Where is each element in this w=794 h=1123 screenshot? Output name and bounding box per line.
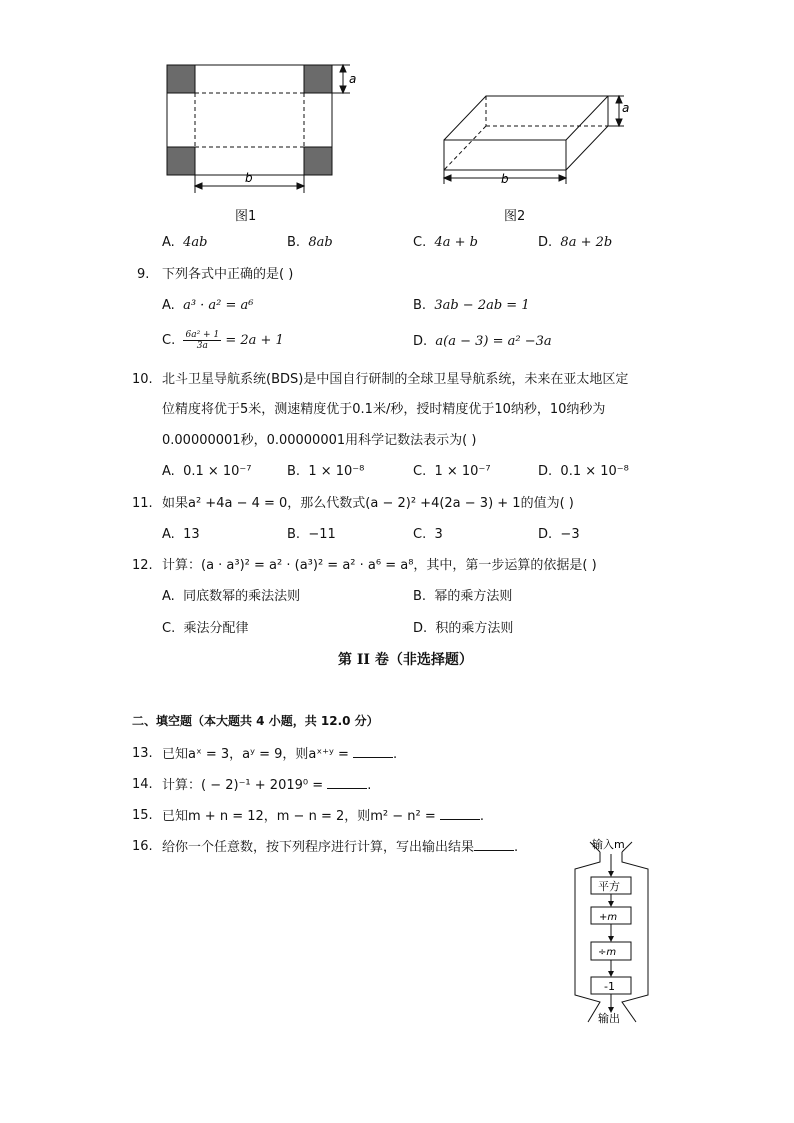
q14-answer-blank[interactable] xyxy=(327,776,367,789)
q10-line-2: 位精度将优于5米，测速精度优于0.1米/秒，授时精度优于10纳秒，10纳秒为 xyxy=(162,402,606,417)
q16: 给你一个任意数，按下列程序进行计算，写出输出结果 . xyxy=(162,840,519,855)
q8-option-c[interactable]: C. 4a + b xyxy=(413,235,478,250)
q11-option-c[interactable]: C. 3 xyxy=(413,527,443,542)
q12-option-d[interactable]: D. 积的乘方法则 xyxy=(413,621,514,636)
q15: 已知m + n = 12，m − n = 2，则m² − n² = . xyxy=(162,809,485,824)
q10-option-c[interactable]: C. 1 × 10⁻⁷ xyxy=(413,464,491,479)
flow-step-1: 平方 xyxy=(598,880,620,893)
q13: 已知aˣ = 3，aʸ = 9，则aˣ⁺ʸ = . xyxy=(162,747,398,762)
q15-answer-blank[interactable] xyxy=(440,807,480,820)
q12-number: 12. xyxy=(132,558,153,573)
q10-option-b[interactable]: B. 1 × 10⁻⁸ xyxy=(287,464,365,479)
label-b: b xyxy=(245,171,253,185)
dimension-a-arrow xyxy=(340,65,346,93)
section-2-title: 二、填空题（本大题共 4 小题，共 12.0 分） xyxy=(132,714,379,728)
q16-number: 16. xyxy=(132,839,153,854)
q9-number: 9. xyxy=(137,267,150,282)
label-a: a xyxy=(349,72,357,86)
q9-stem: 下列各式中正确的是( ) xyxy=(162,267,294,282)
flowchart xyxy=(570,832,660,1032)
q9-option-c[interactable]: C. $\frac{\text{6a² + 1}}{3a}$ = 2a + 1 xyxy=(162,330,284,351)
flow-input-label: 输入m xyxy=(592,838,625,851)
q10-line-1: 北斗卫星导航系统(BDS)是中国自行研制的全球卫星导航系统，未来在亚太地区定 xyxy=(162,372,629,387)
figure-1-sheet xyxy=(155,55,365,200)
q13-answer-blank[interactable] xyxy=(353,745,393,758)
flow-step-3: ÷m xyxy=(598,947,617,958)
q12-option-b[interactable]: B. 幂的乘方法则 xyxy=(413,589,513,604)
flow-output-label: 输出 xyxy=(598,1012,620,1025)
q10-option-d[interactable]: D. 0.1 × 10⁻⁸ xyxy=(538,464,629,479)
q11-number: 11. xyxy=(132,496,153,511)
part-2-title: 第 II 卷（非选择题） xyxy=(338,652,473,668)
flow-step-4: -1 xyxy=(604,980,615,993)
q15-number: 15. xyxy=(132,808,153,823)
flow-step-2: +m xyxy=(599,912,618,923)
q10-line-3: 0.00000001秒，0.00000001用科学记数法表示为( ) xyxy=(162,433,477,448)
label-b-2: b xyxy=(501,172,509,186)
figure-2-caption: 图2 xyxy=(504,209,526,224)
q10-number: 10. xyxy=(132,372,153,387)
q14-number: 14. xyxy=(132,777,153,792)
q14: 计算：( − 2)⁻¹ + 2019⁰ = . xyxy=(162,778,372,793)
q9-option-d[interactable]: D. a(a − 3) = a² −3a xyxy=(413,334,552,349)
q9-option-b[interactable]: B. 3ab − 2ab = 1 xyxy=(413,298,530,313)
figure-1-caption: 图1 xyxy=(235,209,257,224)
q13-number: 13. xyxy=(132,746,153,761)
q11-option-a[interactable]: A. 13 xyxy=(162,527,200,542)
q12-option-c[interactable]: C. 乘法分配律 xyxy=(162,621,249,636)
q16-answer-blank[interactable] xyxy=(474,838,514,851)
q10-option-a[interactable]: A. 0.1 × 10⁻⁷ xyxy=(162,464,252,479)
figure-2-box xyxy=(436,88,646,188)
q11-option-b[interactable]: B. −11 xyxy=(287,527,336,542)
q8-option-a[interactable]: A. 4ab xyxy=(162,235,208,250)
q12-stem: 计算：(a · a³)² = a² · (a³)² = a² · a⁶ = a⁸，其中，第一步运算的依据是( ) xyxy=(162,558,597,573)
q8-option-d[interactable]: D. 8a + 2b xyxy=(538,235,613,250)
q11-stem: 如果a² +4a − 4 = 0，那么代数式(a − 2)² +4(2a − 3) + 1的值为( ) xyxy=(162,496,574,511)
fold-lines xyxy=(195,93,304,147)
corner-squares xyxy=(167,65,332,175)
q11-option-d[interactable]: D. −3 xyxy=(538,527,580,542)
q12-option-a[interactable]: A. 同底数幂的乘法法则 xyxy=(162,589,301,604)
q8-option-b[interactable]: B. 8ab xyxy=(287,235,333,250)
label-a-2: a xyxy=(622,101,630,115)
q9-option-a[interactable]: A. a³ · a² = a⁶ xyxy=(162,298,254,313)
q9-c-fraction: $\frac{\text{6a² + 1}}{3a}$ xyxy=(185,330,220,351)
